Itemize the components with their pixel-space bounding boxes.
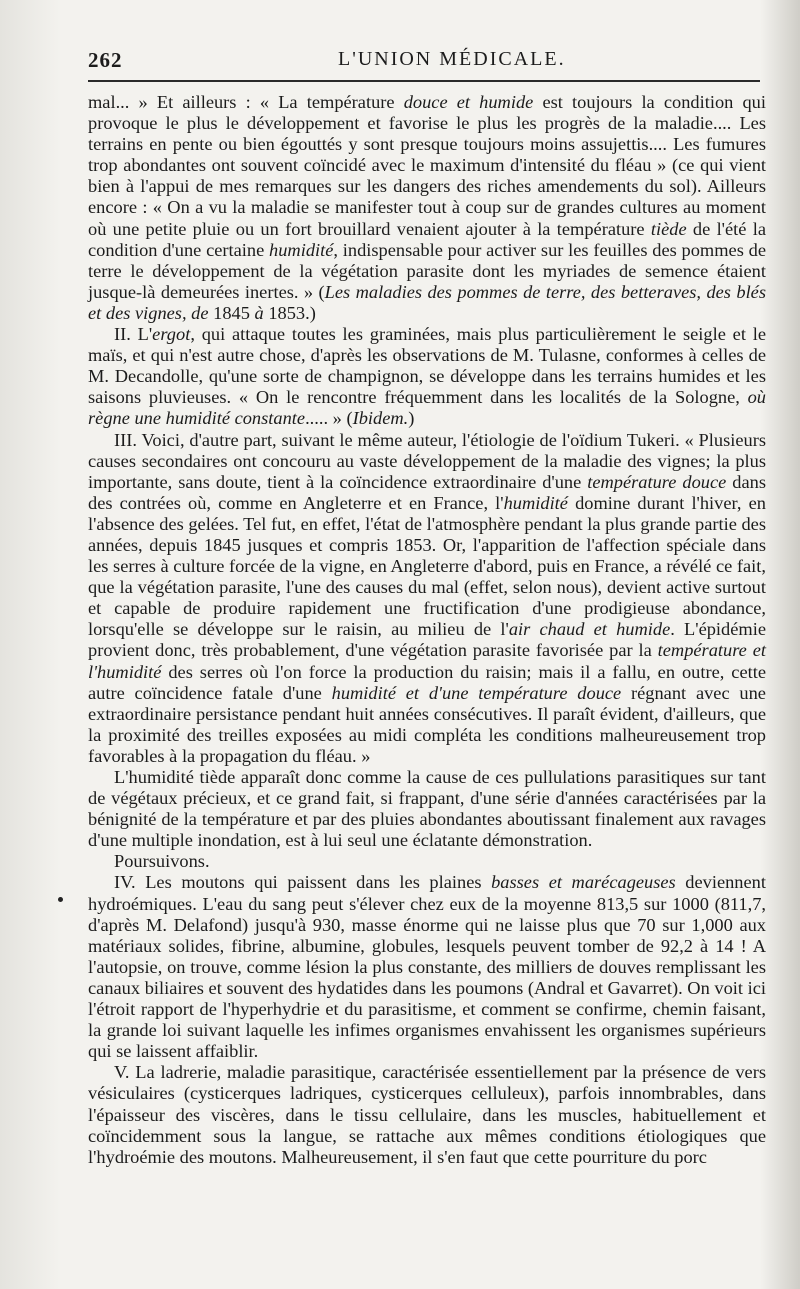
italic-run: basses et marécageuses xyxy=(491,872,676,893)
page-number: 262 xyxy=(88,48,123,72)
text-run: ..... » ( xyxy=(305,408,353,429)
italic-run: à xyxy=(254,302,264,323)
text-run: mal... » Et ailleurs : « La température xyxy=(88,92,404,112)
text-run: Poursuivons. xyxy=(114,851,210,872)
text-run: V. La ladrerie, maladie parasitique, caractérisée essentiellement par la présence de vers vésiculaires (cysticerques ladriques, cysticerques celluleux), parfois innombrables, dans l'épaisseur des viscères, dans le tissu cellulaire, dans les muscles, habituellement et coïncidemment sous la langue, se rattache aux mêmes conditions étiologiques que l'hydroémie des moutons. Malheureusement, il s'en faut que cette pourriture du porc xyxy=(88,1062,766,1167)
italic-run: Ibidem. xyxy=(352,408,409,429)
paragraph-ergot xyxy=(88,324,766,429)
text-run: , qui attaque toutes les graminées, mais plus particulièrement le seigle et le maïs, et qui n'est autre chose, d'après les observations de M. Tulasne, conformes à celles de M. Decandolle, qu'une sorte de champignon, se développe dans les terrains humides et les saisons pluvieuses. « On le rencontre fréquemment dans les localités de la Sologne, xyxy=(88,324,766,408)
page-header xyxy=(88,40,760,82)
text-run: 1853.) xyxy=(263,302,316,323)
body-text xyxy=(88,92,766,1168)
italic-run: humidité xyxy=(269,239,334,260)
text-run: III. Voici, d'autre part, suivant le même auteur, l'étiologie de l'oïdium Tukeri. « Plusieurs causes secondaires ont concouru au vaste développement de la maladie des vignes; la plus importante, sans doute, tient à la coïncidence extraordinaire d'une xyxy=(88,429,766,492)
italic-run: air chaud et humide xyxy=(508,619,671,640)
text-run: . L'épidémie provient donc, très probablement, d'une végétation parasite favorisée par la xyxy=(88,619,766,661)
text-run: II. L' xyxy=(114,324,153,345)
margin-bullet xyxy=(58,897,63,902)
italic-run: douce et humide xyxy=(403,92,534,112)
text-run: de l'été la condition d'une certaine xyxy=(88,218,767,260)
paragraph-moutons xyxy=(88,872,766,1062)
text-run: domine durant l'hiver, en l'absence des gelées. Tel fut, en effet, l'état de l'atmosphère pendant la plus grande partie des années, depuis 1845 jusques et compris 1853. Or, l'apparition de l'affection spéciale dans les serres à culture forcée de la vigne, en Angleterre d'abord, puis en France, a révélé ce fait, que la végétation parasite, l'une des causes du mal (effet, selon nous), devient active surtout et capable de produire rapidement une fructification d'une prodigieuse abondance, lorsqu'elle se développe sur le raisin, au milieu de l' xyxy=(88,492,766,640)
text-run: régnant avec une extraordinaire persistance pendant huit années consécutives. Il paraît évident, d'ailleurs, que la proximité des treilles exposées au midi compléta les conditions malheureusement trop favorables à la propagation du fléau. » xyxy=(88,682,766,766)
text-run: dans des contrées où, comme en Angleterre et en France, l' xyxy=(88,471,767,513)
italic-run: tiède xyxy=(650,218,687,239)
text-run: des serres où l'on force la production du raisin; mais il a fallu, en outre, cette autre coïncidence fatale d'une xyxy=(88,661,766,703)
paragraph-conclusion xyxy=(88,767,766,851)
italic-run: température douce xyxy=(587,471,727,492)
italic-run: ergot xyxy=(152,324,191,345)
text-run: 1845 xyxy=(208,302,255,323)
text-run: , indispensable pour activer sur les feuilles des pommes de terre le développement de la végétation parasite dont les myriades de semence étaient jusque-là demeurées inertes. » ( xyxy=(88,239,766,302)
italic-run: Les maladies des pommes de terre, des betteraves, des blés et des vignes, de xyxy=(88,281,767,323)
text-run: ) xyxy=(408,408,415,429)
italic-run: humidité et d'une température douce xyxy=(331,682,622,703)
text-run: deviennent hydroémiques. L'eau du sang peut s'élever chez eux de la moyenne 813,5 sur 1000 (811,7, d'après M. Delafond) jusqu'à 930, masse énorme qui ne laisse plus que 70 sur 1,000 aux matériaux solides, fibrine, albumine, globules, lesquels peuvent tomber de 92,2 à 14 ! A l'autopsie, on trouve, comme lésion la plus constante, des milliers de douves remplissant les canaux biliaires et souvent des hydatides dans les poumons (Andral et Gavarret). On voit ici l'étroit rapport de l'hyperhydrie et du parasitisme, et comment se confirme, chemin faisant, la grande loi suivant laquelle les infimes organismes envahissent les organismes supérieurs qui se laissent affaiblir. xyxy=(88,872,766,1062)
text-run: est toujours la condition qui provoque le plus le développement et favorise le plus les progrès de la maladie.... Les terrains en pente ou bien égouttés y sont presque toujours moins assujettis.... Les fumures trop abondantes ont souvent coïncidé avec le maximum d'intensité du fléau » (ce qui vient bien à l'appui de mes remarques sur les dangers des riches amendements du sol). Ailleurs encore : « On a vu la maladie se manifester tout à coup sur de grandes cultures au moment où une petite pluie ou un fort brouillard venaient ajouter à la température xyxy=(88,92,766,239)
paragraph-quote-continuation xyxy=(88,92,766,324)
running-head: L'UNION MÉDICALE. xyxy=(338,48,566,70)
text-run: IV. Les moutons qui paissent dans les plaines xyxy=(114,872,492,893)
italic-run: température et l'humidité xyxy=(88,640,766,682)
paragraph-oidium xyxy=(88,430,766,768)
italic-run: où règne une humidité constante xyxy=(88,387,766,429)
italic-run: humidité xyxy=(503,492,568,513)
paragraph-poursuivons xyxy=(88,851,766,872)
paragraph-ladrerie xyxy=(88,1062,766,1167)
text-run: L'humidité tiède apparaît donc comme la cause de ces pullulations parasitiques sur tant de végétaux précieux, et ce grand fait, si frappant, d'une série d'années caractérisées par la bénignité de la température et par des pluies abondantes aboutissant finalement aux ravages d'une multiple inondation, est à lui seul une éclatante démonstration. xyxy=(88,767,766,851)
